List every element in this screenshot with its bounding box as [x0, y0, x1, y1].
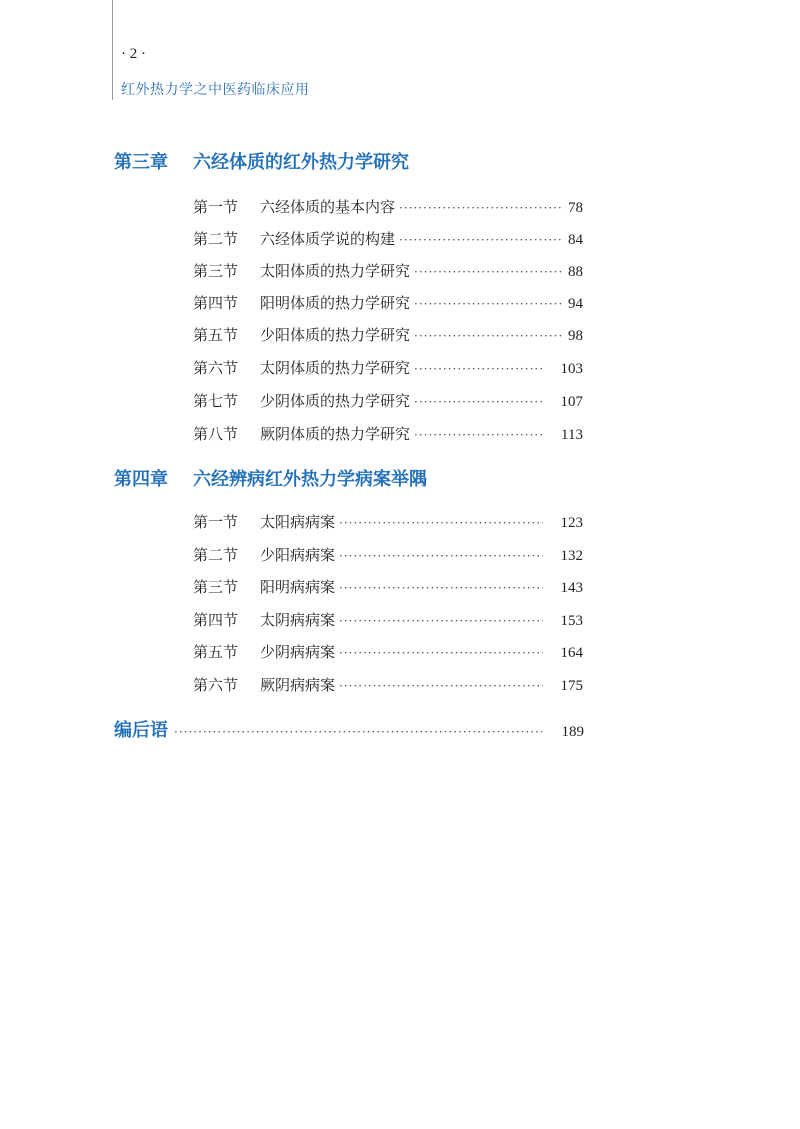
dot-leader [339, 581, 542, 595]
toc-entry[interactable] [193, 228, 583, 248]
dot-leader [414, 265, 562, 279]
page-ref: 132 [560, 548, 583, 564]
page-ref: 98 [568, 328, 583, 344]
afterword-entry[interactable] [114, 716, 584, 742]
section-title: 少阳病病案 [260, 546, 336, 564]
dot-leader [414, 395, 542, 409]
page-ref: 103 [560, 361, 583, 377]
dot-leader [339, 516, 542, 530]
toc-entry[interactable] [193, 609, 583, 629]
section-number: 第三节 [193, 262, 239, 280]
section-number: 第二节 [193, 230, 239, 248]
page-ref: 107 [560, 394, 583, 410]
dot-leader [174, 725, 542, 739]
toc-entry[interactable] [193, 357, 583, 377]
page-ref: 84 [568, 232, 583, 248]
section-number: 第三节 [193, 578, 239, 596]
section-title: 太阴体质的热力学研究 [260, 359, 411, 377]
section-title: 厥阴病病案 [260, 676, 336, 694]
chapter-number: 第三章 [114, 152, 168, 173]
dot-leader [339, 549, 542, 563]
toc-entry[interactable] [193, 641, 583, 661]
margin-rule [112, 0, 113, 100]
section-number: 第五节 [193, 643, 239, 661]
toc-entry[interactable] [193, 576, 583, 596]
afterword-label: 编后语 [114, 720, 168, 741]
dot-leader [414, 297, 562, 311]
page-ref: 143 [560, 580, 583, 596]
dot-leader [339, 614, 542, 628]
page-ref: 94 [568, 296, 583, 312]
section-number: 第四节 [193, 611, 239, 629]
page-ref: 153 [560, 613, 583, 629]
dot-leader [339, 646, 542, 660]
section-title: 厥阴体质的热力学研究 [260, 425, 411, 443]
section-title: 阳明病病案 [260, 578, 336, 596]
section-title: 太阴病病案 [260, 611, 336, 629]
chapter-title: 六经辨病红外热力学病案举隅 [193, 469, 427, 490]
section-title: 六经体质学说的构建 [260, 230, 396, 248]
section-title: 少阳体质的热力学研究 [260, 326, 411, 344]
chapter-heading[interactable] [114, 148, 409, 174]
page-number: · 2 · [121, 46, 146, 62]
chapter-title: 六经体质的红外热力学研究 [193, 152, 409, 173]
dot-leader [414, 362, 542, 376]
book-title: 红外热力学之中医药临床应用 [121, 82, 310, 98]
page-ref: 175 [560, 678, 583, 694]
page-ref: 189 [561, 724, 584, 740]
section-number: 第二节 [193, 546, 239, 564]
toc-entry[interactable] [193, 423, 583, 443]
section-title: 阳明体质的热力学研究 [260, 294, 411, 312]
page-ref: 88 [568, 264, 583, 280]
toc-entry[interactable] [193, 292, 583, 312]
section-number: 第四节 [193, 294, 239, 312]
dot-leader [414, 428, 543, 442]
dot-leader [399, 233, 562, 247]
chapter-heading[interactable] [114, 465, 427, 491]
section-number: 第五节 [193, 326, 239, 344]
toc-entry[interactable] [193, 260, 583, 280]
toc-entry[interactable] [193, 511, 583, 531]
dot-leader [339, 679, 542, 693]
section-number: 第一节 [193, 198, 239, 216]
toc-entry[interactable] [193, 674, 583, 694]
toc-entry[interactable] [193, 324, 583, 344]
section-number: 第六节 [193, 359, 239, 377]
section-title: 少阴病病案 [260, 643, 336, 661]
toc-entry[interactable] [193, 544, 583, 564]
page-ref: 123 [560, 515, 583, 531]
section-number: 第六节 [193, 676, 239, 694]
section-number: 第一节 [193, 513, 239, 531]
section-title: 太阳病病案 [260, 513, 336, 531]
section-title: 少阴体质的热力学研究 [260, 392, 411, 410]
toc-entry[interactable] [193, 390, 583, 410]
dot-leader [414, 329, 562, 343]
section-number: 第八节 [193, 425, 239, 443]
page-ref: 164 [560, 645, 583, 661]
chapter-number: 第四章 [114, 469, 168, 490]
toc-entry[interactable] [193, 196, 583, 216]
section-title: 太阳体质的热力学研究 [260, 262, 411, 280]
dot-leader [399, 201, 562, 215]
section-number: 第七节 [193, 392, 239, 410]
page-ref: 78 [568, 200, 583, 216]
page-ref: 113 [561, 427, 583, 443]
section-title: 六经体质的基本内容 [260, 198, 396, 216]
